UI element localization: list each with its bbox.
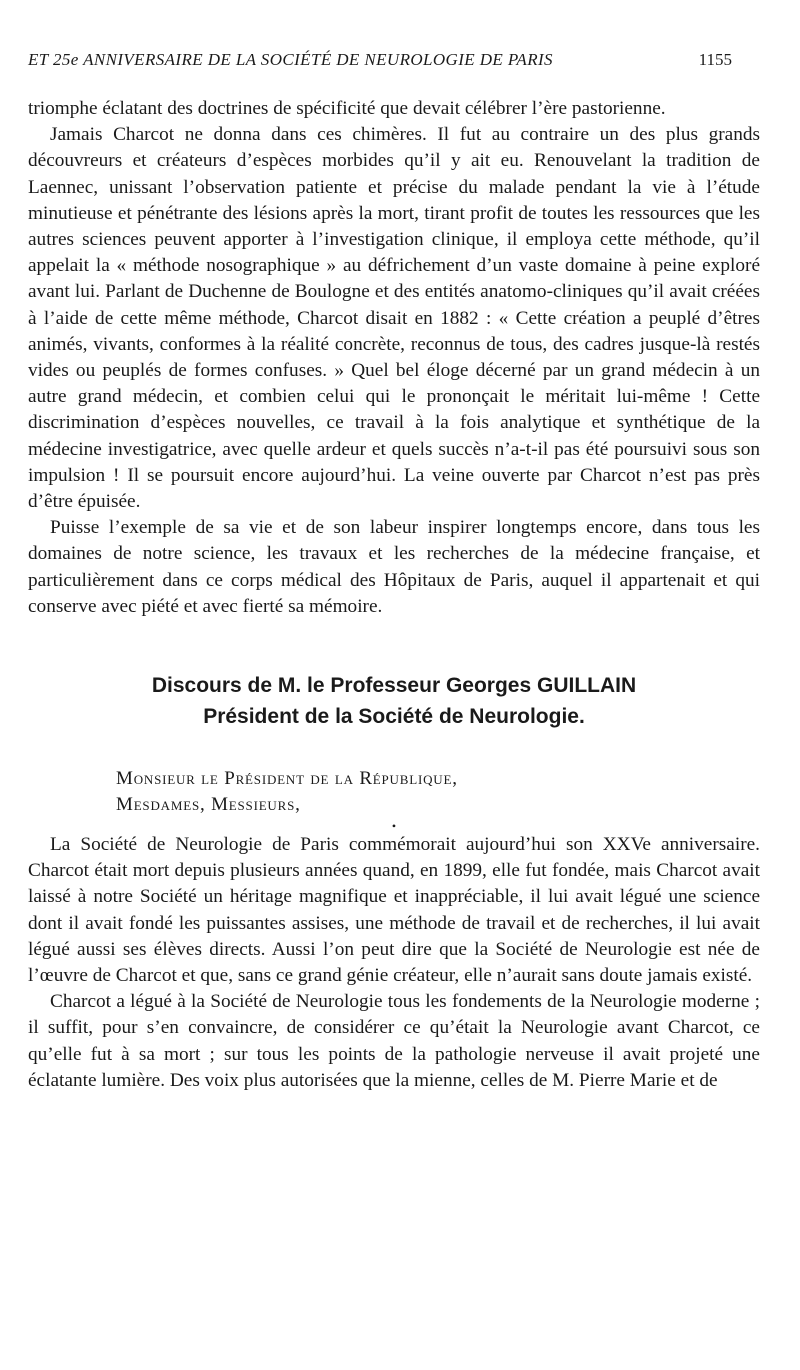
paragraph: La Société de Neurologie de Paris commémorait aujourd’hui son XXVe anniversaire. Charcot était mort depuis plusieurs années quand, en 1899, elle fut fondée, mais Charcot avait laissé à notre Société un héritage magnifique et inappréciable, il lui avait légué une science dont il avait fondé les puissantes assises, une méthode de travail et de recherches, il lui avait légué aussi ses élèves directs. Aussi l’on peut dire que la Société de Neurologie est née de l’œuvre de Charcot et que, sans ce grand génie créateur, elle n’aurait sans doute jamais existé.	[28, 834, 760, 987]
paragraph: Puisse l’exemple de sa vie et de son labeur inspirer longtemps encore, dans tous les domaines de notre science, les travaux et les recherches de la médecine française, et particulièrement dans ce corps médical des Hôpitaux de Paris, auquel il appartenait et qui conserve avec piété et avec fierté sa mémoire.	[28, 517, 760, 617]
salutation-line: Monsieur le Président de la République,	[116, 768, 458, 790]
speech-title-line: Discours de M. le Professeur Georges GUILLAIN	[151, 674, 637, 698]
speech-title-line: Président de la Société de Neurologie.	[203, 705, 585, 729]
speech-title	[28, 670, 760, 732]
paragraph: triomphe éclatant des doctrines de spécificité que devait célébrer l’ère pastorienne.	[28, 98, 666, 119]
header-title: ET 25e ANNIVERSAIRE DE LA SOCIÉTÉ DE NEUROLOGIE DE PARIS	[28, 50, 553, 69]
page-number: 1155	[698, 50, 732, 69]
paragraph: Jamais Charcot ne donna dans ces chimères. Il fut au contraire un des plus grands découvreurs et créateurs d’espèces morbides qu’il y ait eu. Renouvelant la tradition de Laennec, unissant l’observation patiente et précise du malade pendant la vie à l’étude minutieuse et pénétrante des lésions après la mort, tirant profit de toutes les ressources que les autres sciences peuvent apporter à l’investigation clinique, il employa cette méthode, qu’il appelait la « méthode nosographique » au défrichement d’un vaste domaine à peine exploré avant lui. Parlant de Duchenne de Boulogne et des entités anatomo-cliniques qu’il avait créées à l’aide de cette même méthode, Charcot disait en 1882 : « Cette création a peuplé d’êtres animés, vivants, conformes à la réalité concrète, reconnus de tous, des cadres jusque-là restés vides ou peuplés de formes confuses. » Quel bel éloge décerné par un grand médecin à un autre grand médecin, et combien celui qui le prononçait le méritait lui-même ! Cette discrimination d’espèces nouvelles, ce travail à la fois analytique et synthétique de la médecine investigatrice, avec quelle ardeur et quels succès n’a-t-il pas été poursuivi sous son impulsion ! Il se poursuit encore aujourd’hui. La veine ouverte par Charcot n’est pas près d’être épuisée.	[28, 124, 760, 513]
ornament-mark: •	[391, 819, 397, 834]
paragraph: Charcot a légué à la Société de Neurologie tous les fondements de la Neurologie moderne ; il suffit, pour s’en convaincre, de considérer ce qu’était la Neurologie avant Charcot, ce qu’elle fut à sa mort ; sur tous les points de la pathologie nerveuse il avait projeté une éclatante lumière. Des voix plus autorisées que la mienne, celles de M. Pierre Marie et de	[28, 991, 760, 1091]
salutation	[28, 766, 760, 818]
section-charcot-text	[28, 96, 760, 620]
section-speech-text	[28, 832, 760, 1094]
salutation-line: Mesdames, Messieurs,	[116, 794, 301, 816]
running-header	[28, 50, 760, 70]
